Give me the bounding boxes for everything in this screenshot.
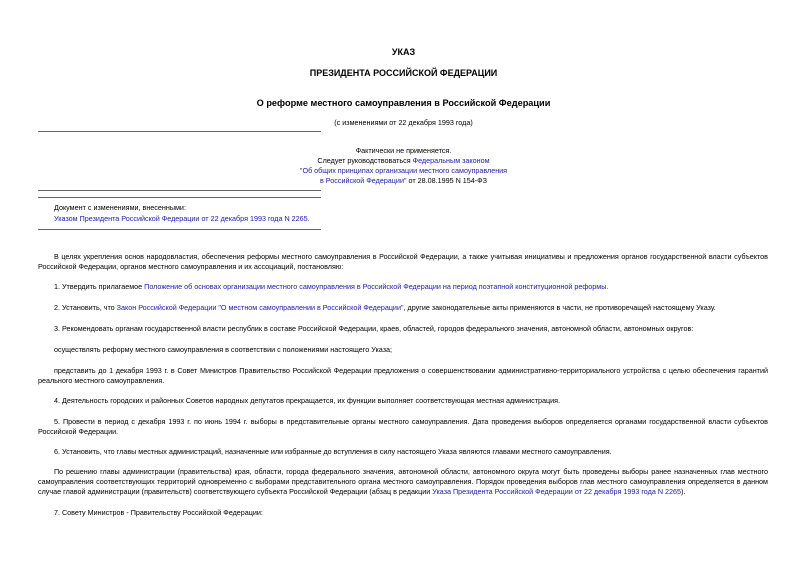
issuer: ПРЕЗИДЕНТА РОССИЙСКОЙ ФЕДЕРАЦИИ — [309, 68, 498, 78]
divider — [38, 229, 321, 230]
amending-decree-link[interactable]: Указом Президента Российской Федерации от 22 декабря 1993 года N 2265. — [54, 214, 310, 223]
federal-law-title-link-2[interactable]: в Российской Федерации" — [319, 176, 407, 185]
document-heading: О реформе местного самоуправления в Российской Федерации — [256, 98, 551, 108]
divider — [38, 197, 321, 198]
notice-text: Следует руководствоваться — [317, 156, 413, 165]
notice-line-2 — [0, 156, 807, 166]
federal-law-link[interactable]: Федеральным законом — [412, 156, 490, 165]
paragraph-2-text: 2. Установить, что — [54, 303, 117, 312]
notice-line-3 — [0, 166, 807, 176]
federal-law-number: от 28.08.1995 N 154-ФЗ — [406, 176, 487, 185]
paragraph-6a-suffix: ). — [681, 487, 686, 496]
paragraph-6: 6. Установить, что главы местных администраций, назначенные или избранные до вступления в силу настоящего Указа являются главами местного самоуправления. — [54, 447, 612, 456]
paragraph-1-text: 1. Утвердить прилагаемое — [54, 282, 145, 291]
divider — [38, 131, 321, 132]
amendments-note: (с изменениями от 22 декабря 1993 года) — [334, 118, 473, 127]
paragraph-2 — [38, 303, 768, 313]
paragraph-1 — [38, 282, 768, 292]
paragraph-3b: представить до 1 декабря 1993 г. в Совет Министров Правительство Российской Федерации предложения о совершенствовании административно-территориального устройства с целью обеспечения гарантий реального местного самоуправления. — [38, 366, 768, 385]
paragraph-5: 5. Провести в период с декабря 1993 г. по июнь 1994 г. выборы в представительные органы местного самоуправления. Дата проведения выборов определяется органами государственной власти субъектов Российской Федерации. — [38, 417, 768, 436]
paragraph-4: 4. Деятельность городских и районных Советов народных депутатов прекращается, их функции выполняет соответствующая местная администрация. — [54, 396, 561, 405]
notice-line-1: Фактически не применяется. — [355, 146, 452, 155]
regulation-link[interactable]: Положение об основах организации местного самоуправления в Российской Федерации на период поэтапной конституционной реформы. — [144, 282, 609, 291]
paragraph-7: 7. Совету Министров - Правительству Российской Федерации: — [54, 508, 263, 517]
law-link[interactable]: Закон Российской Федерации "О местном самоуправлении в Российской Федерации" — [116, 303, 404, 312]
changes-label: Документ с изменениями, внесенными: — [54, 203, 186, 212]
document-type: УКАЗ — [391, 47, 416, 57]
divider — [38, 190, 321, 191]
paragraph-2-suffix: , другие законодательные акты применяются в части, не противоречащей настоящему Указу. — [403, 303, 716, 312]
federal-law-title-link[interactable]: "Об общих принципах организации местного самоуправления — [299, 166, 508, 175]
paragraph-3: 3. Рекомендовать органам государственной власти республик в составе Российской Федерации, краев, областей, городов федерального значения, автономной области, автономных округов: — [54, 324, 694, 333]
paragraph-preamble: В целях укрепления основ народовластия, обеспечения реформы местного самоуправления в Российской Федерации, а также учитывая инициативы и предложения органов государственной власти субъектов Российской Федерации, органов местного самоуправления и их ассоциаций, постановляю: — [38, 252, 768, 271]
notice-line-4 — [0, 176, 807, 186]
paragraph-6a — [38, 467, 768, 497]
amending-decree-inline-link[interactable]: Указа Президента Российской Федерации от 22 декабря 1993 года N 2265 — [432, 487, 682, 496]
paragraph-3a: осуществлять реформу местного самоуправления в соответствии с положениями настоящего Указа; — [54, 345, 392, 354]
paragraph-6a-text: По решению главы администрации (правительства) края, области, города федерального значения, автономной области, автономного округа могут быть проведены выборы ранее назначенных глав местного самоуправления соответствующих территорий одновременно с выборами представительного органа местного самоуправления. Порядок проведения выборов глав местного самоуправления определяется в данном случае главой администрации (правительств) соответствующего субъекта Российской Федерации (абзац в редакции — [38, 467, 768, 496]
